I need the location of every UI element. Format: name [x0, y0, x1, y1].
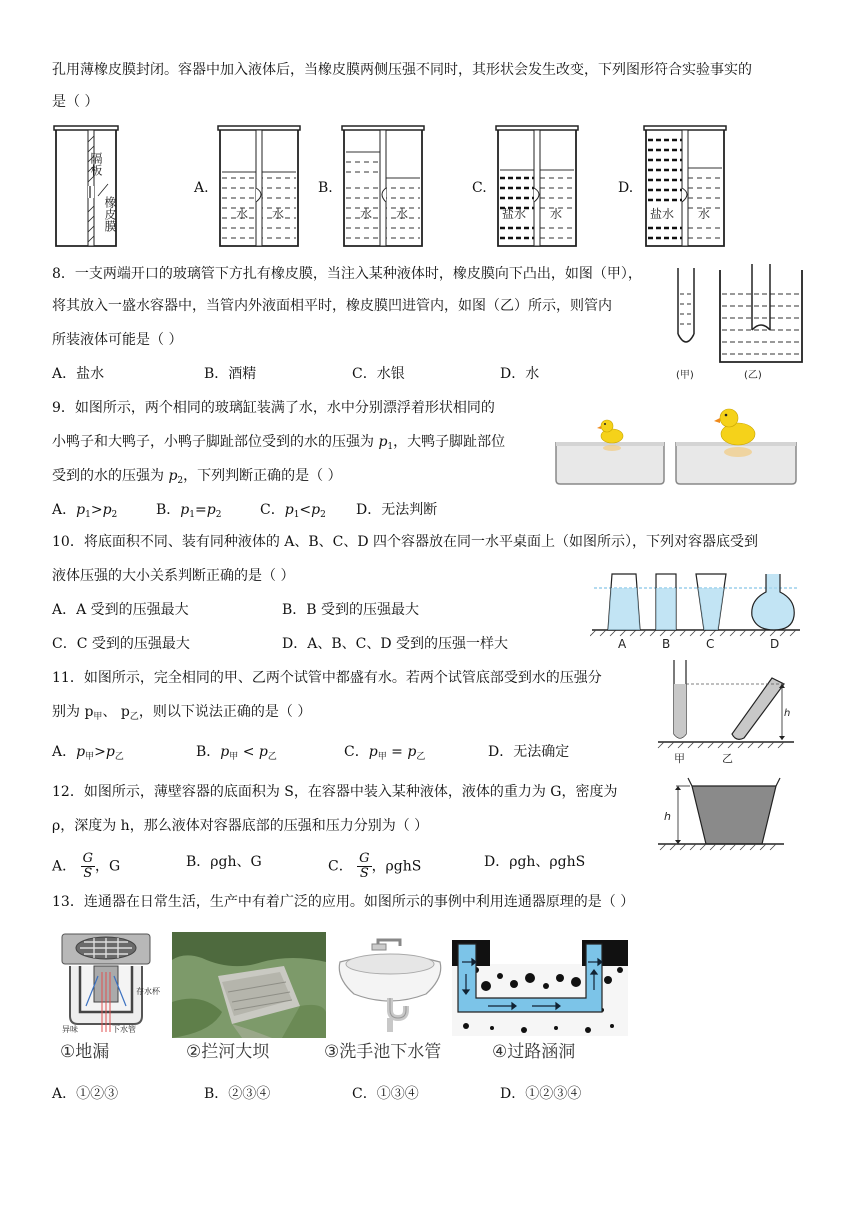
big-duck-head: [720, 409, 738, 427]
q9-option-d[interactable]: D．无法判断: [356, 502, 438, 518]
q12-option-d[interactable]: D．ρgh、ρghS: [484, 854, 586, 870]
q8-tube-jia: [678, 268, 694, 342]
dam-photo: [172, 932, 326, 1038]
q12-option-a[interactable]: A． $\frac{G}{S}$ ，G: [52, 851, 121, 881]
q13-option-a[interactable]: A．①②③: [52, 1086, 119, 1102]
q10-option-c[interactable]: C．C 受到的压强最大: [52, 636, 190, 652]
q12-label-h: h: [664, 810, 671, 823]
q12-text-line2: ρ，深度为 h，那么液体对容器底部的压强和压力分别为（ ）: [52, 818, 429, 834]
q13-text-line1: 13．连通器在日常生活，生产中有着广泛的应用。如图所示的事例中利用连通器原理的是（ ）: [52, 894, 635, 910]
q10-text-line1: 10．将底面积不同、装有同种液体的 A、B、C、D 四个容器放在同一水平桌面上（如图所示），下列对容器底受到: [52, 534, 759, 550]
q10-containers-figure: [590, 572, 802, 652]
q7-c-left-liquid: 盐水: [502, 207, 527, 221]
q13-caption-4: ④过路涵洞: [492, 1042, 576, 1062]
q12-option-c-fraction: $\frac{G}{S}$: [359, 851, 370, 881]
q7-option-c-figure: [494, 122, 582, 250]
q7-a-left-liquid: 水: [236, 207, 249, 221]
q7-d-right-liquid: 水: [698, 207, 711, 221]
partition-label-1: 隔板: [89, 152, 103, 176]
q11-label-yi: 乙: [722, 752, 733, 765]
q8-figure: [668, 264, 808, 384]
sink-figure: [334, 938, 446, 1034]
q8-option-b[interactable]: B．酒精: [204, 366, 257, 382]
q9-duck-figure: [552, 402, 800, 486]
q8-beaker-yi: [720, 264, 802, 362]
small-duck-tank: [556, 420, 664, 484]
drain-label-cup: 存水杯: [136, 987, 160, 996]
q7-option-a-label[interactable]: A.: [194, 180, 209, 196]
q7-option-a-figure: [216, 122, 304, 250]
q7-d-left-liquid: 盐水: [650, 207, 675, 221]
q8-label-jia: (甲): [676, 370, 694, 381]
q9-option-a[interactable]: A．$p_1>p_2$: [52, 502, 118, 520]
q8-label-yi: (乙): [744, 370, 762, 381]
q7-a-right-liquid: 水: [272, 207, 285, 221]
q12-container-figure: [656, 770, 786, 856]
q10-label-a: A: [618, 637, 627, 651]
q7-option-b-figure: [340, 122, 428, 250]
q10-option-d[interactable]: D．A、B、C、D 受到的压强一样大: [282, 636, 509, 652]
q8-option-c[interactable]: C．水银: [352, 366, 405, 382]
q10-text-line2: 液体压强的大小关系判断正确的是（ ）: [52, 568, 295, 584]
q9-text-line1: 9．如图所示，两个相同的玻璃缸装满了水，水中分别漂浮着形状相同的: [52, 400, 495, 416]
q12-text-line1: 12．如图所示，薄壁容器的底面积为 S，在容器中装入某种液体，液体的重力为 G，密度为: [52, 784, 618, 800]
membrane-label: 橡皮膜: [103, 196, 117, 232]
q7-option-c-label[interactable]: C.: [472, 180, 487, 196]
q10-option-b[interactable]: B．B 受到的压强最大: [282, 602, 420, 618]
q11-option-c[interactable]: C．$p_甲 = p_乙$: [344, 744, 426, 762]
drain-label-pipe: 下水管: [112, 1025, 136, 1034]
q11-label-h: h: [784, 708, 791, 719]
q13-caption-3: ③洗手池下水管: [324, 1042, 442, 1062]
q10-label-c: C: [706, 637, 715, 651]
q7-option-d-figure: [642, 122, 730, 250]
big-duck-tank: [676, 409, 796, 484]
q7-c-right-liquid: 水: [550, 207, 563, 221]
q11-text-line1: 11．如图所示，完全相同的甲、乙两个试管中都盛有水。若两个试管底部受到水的压强分: [52, 670, 602, 686]
q8-text-line2: 将其放入一盛水容器中，当管内外液面相平时，橡皮膜凹进管内，如图（乙）所示，则管内: [52, 298, 612, 314]
q8-text-line3: 所装液体可能是（ ）: [52, 332, 183, 348]
q11-test-tubes-figure: [656, 656, 796, 766]
floor-drain-figure: [58, 932, 162, 1034]
q9-text-line3: 受到的水的压强为 $p_2$，下列判断正确的是（ ）: [52, 468, 342, 486]
q7-b-left-liquid: 水: [360, 207, 373, 221]
q11-option-b[interactable]: B．$p_甲 < p_乙$: [196, 744, 277, 762]
q9-option-c[interactable]: C．$p_1<p_2$: [260, 502, 326, 520]
q13-option-d[interactable]: D．①②③④: [500, 1086, 582, 1102]
q9-option-b[interactable]: B．$p_1=p_2$: [156, 502, 222, 520]
q12-option-c[interactable]: C． $\frac{G}{S}$ ，ρghS: [328, 851, 422, 881]
q11-option-a[interactable]: A．$p_甲>p_乙$: [52, 744, 124, 762]
small-duck-head: [601, 420, 613, 432]
q7-option-b-label[interactable]: B.: [318, 180, 333, 196]
q7-text-line2: 是（ ）: [52, 94, 99, 110]
q7-text-line1: 孔用薄橡皮膜封闭。容器中加入液体后，当橡皮膜两侧压强不同时，其形状会发生改变，下列图形符合实验事实的: [52, 62, 752, 78]
q13-option-c[interactable]: C．①③④: [352, 1086, 419, 1102]
q10-label-b: B: [662, 637, 671, 651]
culvert-figure: [452, 940, 628, 1036]
q13-option-b[interactable]: B．②③④: [204, 1086, 271, 1102]
q11-text-line2: 别为 $p_甲$、 $p_乙$，则以下说法正确的是（ ）: [52, 704, 312, 722]
q10-option-a[interactable]: A．A 受到的压强最大: [52, 602, 189, 618]
q11-option-d[interactable]: D．无法确定: [488, 744, 570, 760]
q8-text-line1: 8．一支两端开口的玻璃管下方扎有橡皮膜，当注入某种液体时，橡皮膜向下凸出，如图（甲），: [52, 266, 642, 282]
q13-caption-2: ②拦河大坝: [186, 1042, 270, 1062]
q12-option-b[interactable]: B．ρgh、G: [186, 854, 262, 870]
q11-label-jia: 甲: [674, 752, 685, 765]
q8-option-d[interactable]: D．水: [500, 366, 540, 382]
q9-text-line2: 小鸭子和大鸭子，小鸭子脚趾部位受到的水的压强为 $p_1$，大鸭子脚趾部位: [52, 434, 506, 452]
q12-option-a-fraction: $\frac{G}{S}$: [82, 851, 93, 881]
q8-option-a[interactable]: A．盐水: [52, 366, 105, 382]
q7-option-d-label[interactable]: D.: [618, 180, 634, 196]
q7-b-right-liquid: 水: [396, 207, 409, 221]
q7-reference-figure: [52, 122, 124, 250]
drain-label-odor: 异味: [62, 1025, 78, 1034]
q10-label-d: D: [770, 637, 780, 651]
q13-caption-1: ①地漏: [60, 1042, 110, 1062]
